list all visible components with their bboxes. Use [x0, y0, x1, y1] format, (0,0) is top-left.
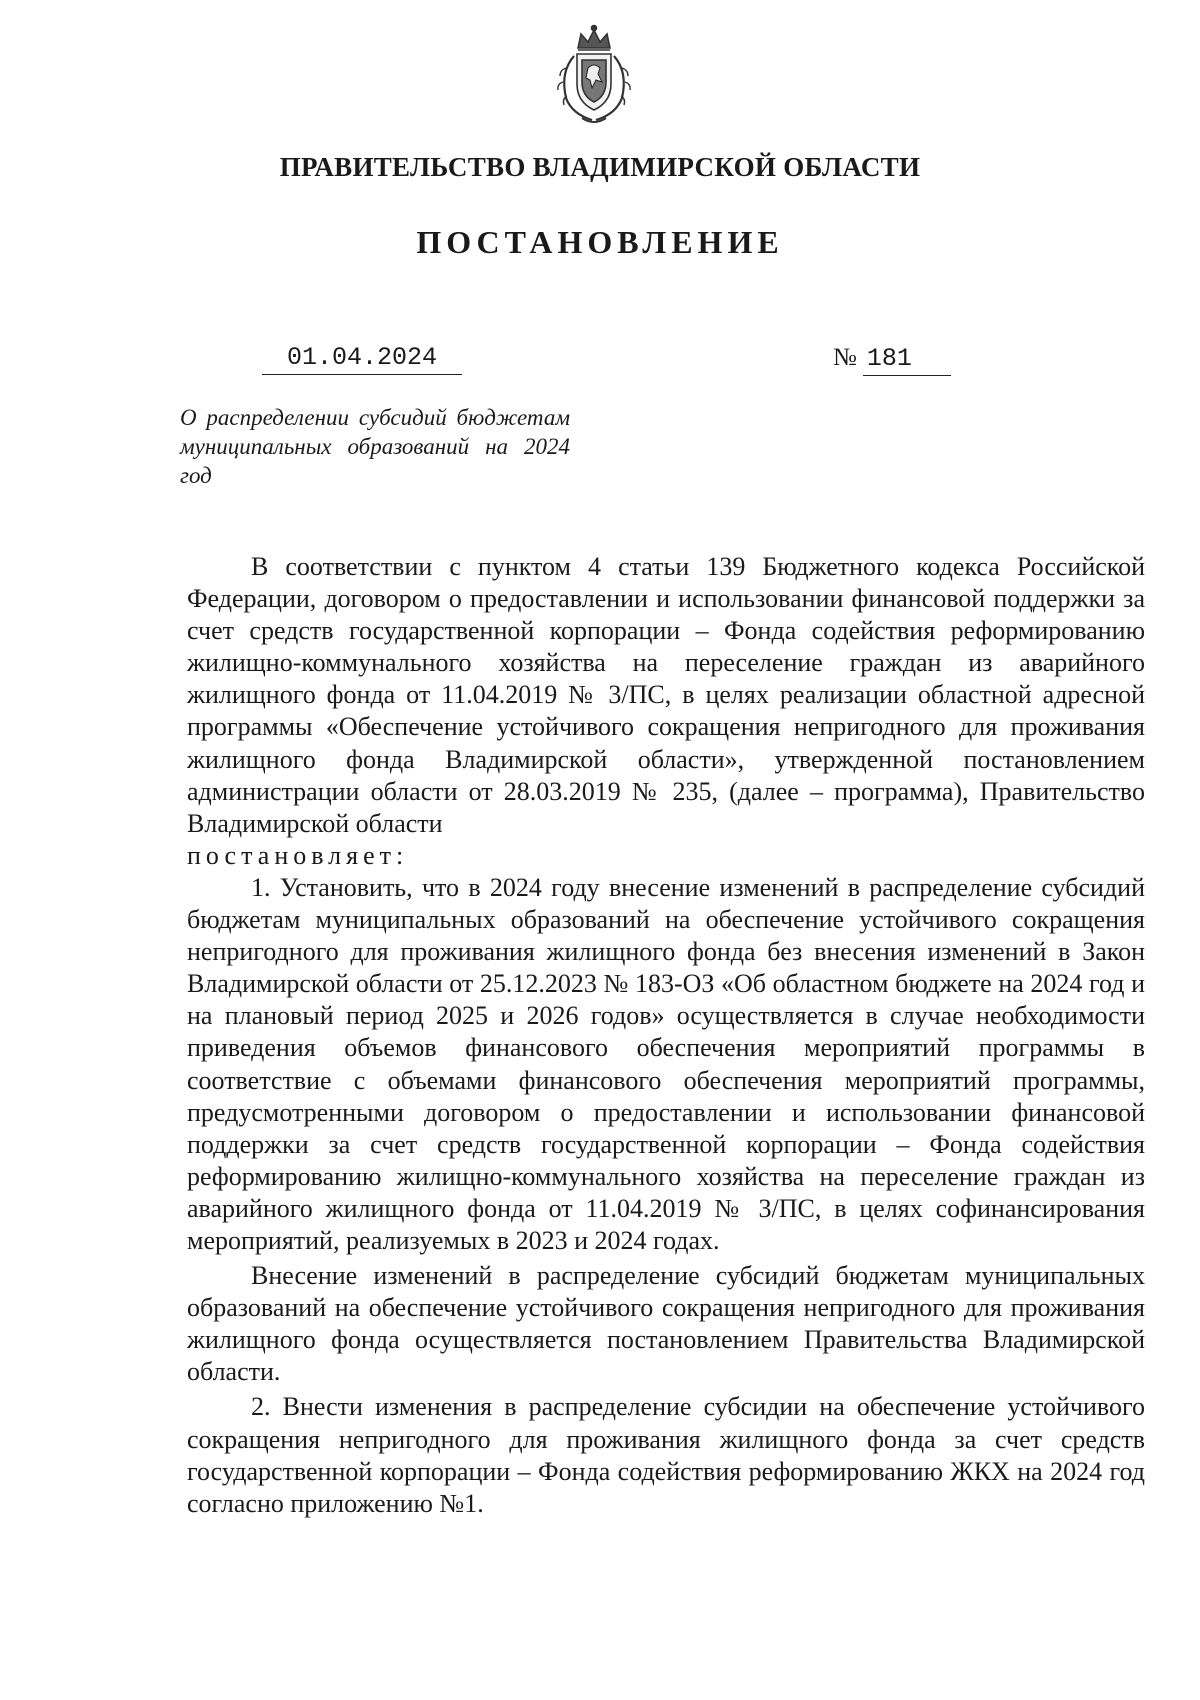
- paragraph-item-1-continuation: Внесение изменений в распределение субсидий бюджетам муниципальных образований на обеспечение устойчивого сокращения непригодного для проживания жилищного фонда осуществляется постановлением Правительства Владимирской области.: [187, 1261, 1145, 1387]
- document-number: 181: [863, 343, 951, 376]
- organization-title: ПРАВИТЕЛЬСТВО ВЛАДИМИРСКОЙ ОБЛАСТИ: [279, 152, 921, 182]
- document-body: [187, 551, 1145, 1520]
- document-date: 01.04.2024: [262, 342, 462, 375]
- paragraph-preamble: В соответствии с пунктом 4 статьи 139 Бюджетного кодекса Российской Федерации, договором о предоставлении и использовании финансовой поддержки за счет средств государственной корпорации – Фонда содействия реформированию жилищно-коммунального хозяйства на переселение граждан из аварийного жилищного фонда от 11.04.2019 № 3/ПС, в целях реализации областной адресной программы «Обеспечение устойчивого сокращения непригодного для проживания жилищного фонда Владимирской области», утвержденной постановлением администрации области от 28.03.2019 № 235, (далее – программа), Правительство Владимирской области: [187, 552, 1145, 838]
- paragraph-item-1: 1. Установить, что в 2024 году внесение изменений в распределение субсидий бюджетам муниципальных образований на обеспечение устойчивого сокращения непригодного для проживания жилищного фонда без внесения изменений в Закон Владимирской области от 25.12.2023 № 183-ОЗ «Об областном бюджете на 2024 год и на плановый период 2025 и 2026 годов» осуществляется в случае необходимости приведения объемов финансового обеспечения мероприятий программы в соответствие с объемами финансового обеспечения мероприятий программы, предусмотренными договором о предоставлении и использовании финансовой поддержки за счет средств государственной корпорации – Фонда содействия реформированию жилищно-коммунального хозяйства на переселение граждан из аварийного жилищного фонда от 11.04.2019 № 3/ПС, в целях софинансирования мероприятий, реализуемых в 2023 и 2024 годах.: [187, 872, 1145, 1255]
- number-sign: №: [833, 344, 857, 371]
- document-type-title: ПОСТАНОВЛЕНИЕ: [416, 224, 784, 260]
- coat-of-arms-icon: [548, 22, 640, 126]
- document-number-field: [833, 342, 951, 376]
- document-subject: О распределении субсидий бюджетам муниципальных образований на 2024 год: [180, 405, 570, 488]
- paragraph-decree-verb: постановляет:: [187, 840, 409, 870]
- paragraph-item-2: 2. Внести изменения в распределение субсидии на обеспечение устойчивого сокращения непригодного для проживания жилищного фонда за счет средств государственной корпорации – Фонда содействия реформированию ЖКХ на 2024 год согласно приложению №1.: [187, 1392, 1145, 1518]
